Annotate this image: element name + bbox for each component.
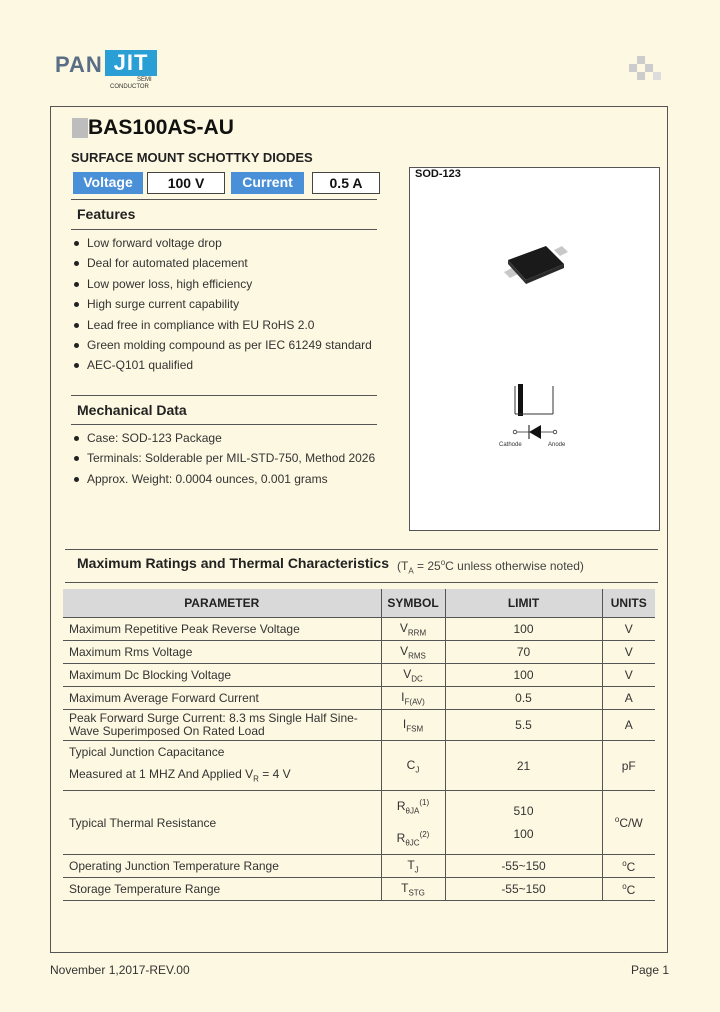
- mechanical-list: [71, 428, 375, 489]
- symbol-cell: $V_{DC}$: [381, 664, 445, 687]
- symbol-cell: $V_{RMS}$: [381, 641, 445, 664]
- unit-cell: $^o$C: [602, 878, 655, 901]
- part-number-title: BAS100AS-AU: [88, 116, 234, 139]
- limit-cell: 100: [445, 664, 602, 687]
- symbol-cell: $C_J$: [381, 741, 445, 791]
- table-row: [63, 791, 655, 855]
- mechanical-bottom-rule: [71, 424, 377, 425]
- voltage-value-chip: 100 V: [147, 172, 225, 194]
- unit-cell: $^o$C/W: [602, 791, 655, 855]
- feature-item: Deal for automated placement: [71, 253, 372, 273]
- ratings-top-rule: [65, 549, 658, 550]
- unit-cell: V: [602, 618, 655, 641]
- param-cell: Peak Forward Surge Current: 8.3 ms Single Half Sine- Wave Superimposed On Rated Load: [63, 710, 381, 741]
- limit-cell: 5.5: [445, 710, 602, 741]
- limit-cell: 510 100: [445, 791, 602, 855]
- feature-item: Low forward voltage drop: [71, 233, 372, 253]
- param-cell: Operating Junction Temperature Range: [63, 855, 381, 878]
- param-cell: Maximum Repetitive Peak Reverse Voltage: [63, 618, 381, 641]
- features-top-rule: [71, 199, 377, 200]
- title-marker: [72, 118, 88, 138]
- unit-cell: V: [602, 641, 655, 664]
- feature-item: High surge current capability: [71, 294, 372, 314]
- anode-label: Anode: [548, 442, 566, 448]
- feature-item: AEC-Q101 qualified: [71, 355, 372, 375]
- symbol-cell: $T_{STG}$: [381, 878, 445, 901]
- mechanical-item: Approx. Weight: 0.0004 ounces, 0.001 grams: [71, 469, 375, 489]
- param-cell: Maximum Dc Blocking Voltage: [63, 664, 381, 687]
- param-cell: Maximum Average Forward Current: [63, 687, 381, 710]
- limit-cell: -55~150: [445, 855, 602, 878]
- table-row: [63, 855, 655, 878]
- param-cell: Maximum Rms Voltage: [63, 641, 381, 664]
- symbol-cell: $V_{RRM}$: [381, 618, 445, 641]
- mechanical-item: Case: SOD-123 Package: [71, 428, 375, 448]
- feature-item: Green molding compound as per IEC 61249 standard: [71, 335, 372, 355]
- symbol-cell: $I_{FSM}$: [381, 710, 445, 741]
- logo-jit-text: JIT: [105, 50, 157, 76]
- voltage-label-chip: Voltage: [73, 172, 143, 194]
- table-header-row: [63, 589, 655, 618]
- features-bottom-rule: [71, 229, 377, 230]
- current-label-chip: Current: [231, 172, 304, 194]
- col-header-symbol: SYMBOL: [381, 589, 445, 618]
- footer-revision-date: November 1,2017-REV.00: [50, 963, 190, 977]
- features-list: [71, 233, 372, 376]
- logo-conductor-text: CONDUCTOR: [110, 84, 149, 90]
- mechanical-top-rule: [71, 395, 377, 396]
- symbol-cell: $T_J$: [381, 855, 445, 878]
- table-row: [63, 710, 655, 741]
- col-header-parameter: PARAMETER: [63, 589, 381, 618]
- footer-page-number: Page 1: [631, 963, 670, 977]
- part-subtitle: SURFACE MOUNT SCHOTTKY DIODES: [71, 150, 313, 165]
- table-row: [63, 687, 655, 710]
- param-cell: Typical Junction Capacitance Measured at 1 MHZ And Applied $V_R = 4$ V: [63, 741, 381, 791]
- limit-cell: 70: [445, 641, 602, 664]
- features-heading: Features: [77, 206, 136, 222]
- ratings-table: [63, 589, 655, 901]
- feature-item: Lead free in compliance with EU RoHS 2.0: [71, 315, 372, 335]
- feature-item: Low power loss, high efficiency: [71, 274, 372, 294]
- ratings-mid-rule: [65, 582, 658, 583]
- table-row: [63, 878, 655, 901]
- logo-pan-text: PAN: [55, 52, 103, 77]
- limit-cell: 21: [445, 741, 602, 791]
- ratings-condition-note: ($T_A = 25^oC$ unless otherwise noted): [397, 558, 584, 576]
- limit-cell: -55~150: [445, 878, 602, 901]
- col-header-units: UNITS: [602, 589, 655, 618]
- unit-cell: A: [602, 710, 655, 741]
- unit-cell: pF: [602, 741, 655, 791]
- current-value-chip: 0.5 A: [312, 172, 380, 194]
- mechanical-item: Terminals: Solderable per MIL-STD-750, Method 2026: [71, 448, 375, 468]
- limit-cell: 100: [445, 618, 602, 641]
- table-row: [63, 664, 655, 687]
- cathode-label: Cathode: [499, 442, 522, 448]
- col-header-limit: LIMIT: [445, 589, 602, 618]
- table-row: [63, 641, 655, 664]
- table-row: [63, 741, 655, 791]
- param-cell: Storage Temperature Range: [63, 878, 381, 901]
- param-cell: Typical Thermal Resistance: [63, 791, 381, 855]
- package-box: [409, 167, 660, 531]
- package-name: SOD-123: [415, 168, 461, 180]
- logo-semi-text: SEMI: [137, 77, 152, 83]
- unit-cell: V: [602, 664, 655, 687]
- checker-decoration-icon: [629, 56, 661, 80]
- symbol-cell: $I_{F(AV)}$: [381, 687, 445, 710]
- ratings-heading: Maximum Ratings and Thermal Characteristics: [77, 555, 389, 571]
- unit-cell: A: [602, 687, 655, 710]
- limit-cell: 0.5: [445, 687, 602, 710]
- mechanical-heading: Mechanical Data: [77, 402, 187, 418]
- table-row: [63, 618, 655, 641]
- sod123-package-icon: [500, 238, 572, 298]
- unit-cell: $^o$C: [602, 855, 655, 878]
- symbol-cell: $R_{\theta JA}^{(1)}$ $R_{\theta JC}^{(2)}$: [381, 791, 445, 855]
